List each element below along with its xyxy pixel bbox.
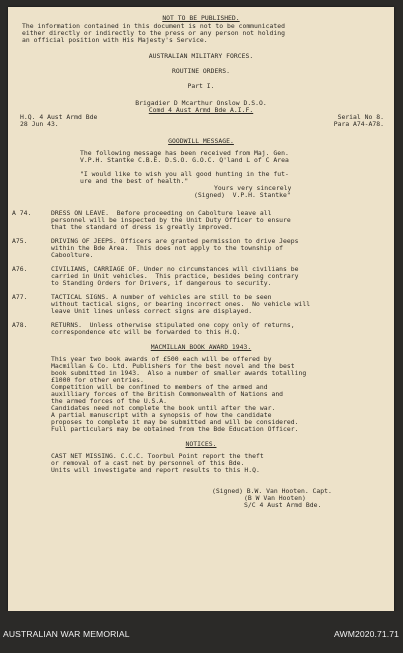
archive-footer (0, 611, 403, 653)
para-range: Para A74-A78. (333, 120, 384, 128)
notice-cast-net-line-2: or removal of a cast net by personnel of this Bde. (51, 459, 245, 467)
part-heading: Part I. (187, 82, 215, 90)
serial-number: Serial No 8. (337, 113, 384, 121)
notice-line-3: an official position with His Majesty's Service. (22, 36, 208, 44)
signature-printed-name: (B W Van Hooten) (244, 494, 306, 502)
book-award-line-1: This year two book awards of £500 each will be offered by (51, 355, 272, 363)
document-page (8, 7, 394, 611)
footer-accession-number: AWM2020.71.71 (334, 629, 399, 639)
book-award-line-7: the armed forces of the U.S.A. (51, 397, 168, 405)
para-a77-line-1: TACTICAL SIGNS. A number of vehicles are still to be seen (51, 293, 272, 301)
classification-heading: NOT TO BE PUBLISHED. (162, 14, 240, 22)
book-award-line-5: Competition will be confined to members of the armed and (51, 383, 268, 391)
commander-name: Brigadier D Mcarthur Onslow D.S.O. (135, 99, 267, 107)
notice-line-2: either directly or indirectly to the press or any person not holding (22, 29, 285, 37)
para-a76-line-2: carried in Unit vehicles. This practice, besides being contrary (51, 272, 299, 280)
para-a74-line-3: that the standard of dress is greatly improved. (51, 223, 233, 231)
book-award-line-8: Candidates need not complete the book until after the war. (51, 404, 276, 412)
book-award-line-9: A partial manuscript with a synopsis of how the candidate (51, 411, 272, 419)
goodwill-closing: Yours very sincerely (214, 184, 292, 192)
signature-appointment: S/C 4 Aust Armd Bde. (244, 501, 322, 509)
book-award-heading: MACMILLAN BOOK AWARD 1943. (150, 343, 252, 351)
command-title: Comd 4 Aust Armd Bde A.I.F. (148, 106, 254, 114)
para-a77-line-2: without tactical signs, or bearing incorrect ones. No vehicle will (51, 300, 311, 308)
notice-line-1: The information contained in this document is not to be communicated (22, 22, 285, 30)
para-a74-line-1: DRESS ON LEAVE. Before proceeding on Cabolture leave all (51, 209, 272, 217)
para-number-a78: A78. (12, 321, 28, 329)
book-award-line-2: Macmillan & Co. Ltd. Publishers for the best novel and the best (51, 362, 295, 370)
hq-line: H.Q. 4 Aust Armd Bde (20, 113, 98, 121)
para-a76-line-1: CIVILIANS, CARRIAGE OF. Under no circumstances will civilians be (51, 265, 299, 273)
para-number-a76: A76. (12, 265, 28, 273)
para-a75-line-2: within the Bde Area. This does not apply to the township of (51, 244, 284, 252)
goodwill-signed: (Signed) V.P.H. Stantke" (194, 191, 291, 199)
goodwill-line-1: The following message has been received from Maj. Gen. (80, 149, 289, 157)
goodwill-line-2: V.P.H. Stantke C.B.E. D.S.O. G.O.C. Q'land L of C Area (80, 156, 289, 164)
para-a78-line-2: correspondence etc will be forwarded to this H.Q. (51, 328, 241, 336)
para-number-a74: A 74. (12, 209, 32, 217)
notice-cast-net-line-1: CAST NET MISSING. C.C.C. Toorbul Point report the theft (51, 452, 264, 460)
para-a75-line-3: Caboolture. (51, 251, 94, 259)
goodwill-quote-2: ure and the best of health." (80, 177, 189, 185)
book-award-line-6: auxilliary forces of the British Commonwealth of Nations and (51, 390, 284, 398)
notices-heading: NOTICES. (185, 440, 217, 448)
book-award-line-4: £1000 for other entries. (51, 376, 144, 384)
para-a75-line-1: DRIVING OF JEEPS. Officers are granted permission to drive Jeeps (51, 237, 299, 245)
book-award-line-3: book submitted in 1943. Also a number of smaller awards totalling (51, 369, 307, 377)
book-award-line-11: Full particulars may be obtained from the Bde Education Officer. (51, 425, 299, 433)
notice-cast-net-line-3: Units will investigate and report results to this H.Q. (51, 466, 260, 474)
para-a78-line-1: RETURNS. Unless otherwise stipulated one copy only of returns, (51, 321, 295, 329)
para-a76-line-3: to Standing Orders for Drivers, if dangerous to security. (51, 279, 272, 287)
date-line: 28 Jun 43. (20, 120, 59, 128)
para-number-a77: A77. (12, 293, 28, 301)
forces-heading: AUSTRALIAN MILITARY FORCES. (148, 52, 254, 60)
routine-orders-heading: ROUTINE ORDERS. (171, 67, 230, 75)
goodwill-heading: GOODWILL MESSAGE. (168, 137, 234, 145)
signature-name: (Signed) B.W. Van Hooten. Capt. (212, 487, 332, 495)
goodwill-quote-1: "I would like to wish you all good hunting in the fut- (80, 170, 289, 178)
para-a77-line-3: leave Unit lines unless correct signs are displayed. (51, 307, 253, 315)
para-a74-line-2: personnel will be inspected by the Unit Duty Officer to ensure (51, 216, 291, 224)
para-number-a75: A75. (12, 237, 28, 245)
footer-institution: AUSTRALIAN WAR MEMORIAL (3, 629, 130, 639)
book-award-line-10: proposes to complete it may be submitted and will be considered. (51, 418, 299, 426)
